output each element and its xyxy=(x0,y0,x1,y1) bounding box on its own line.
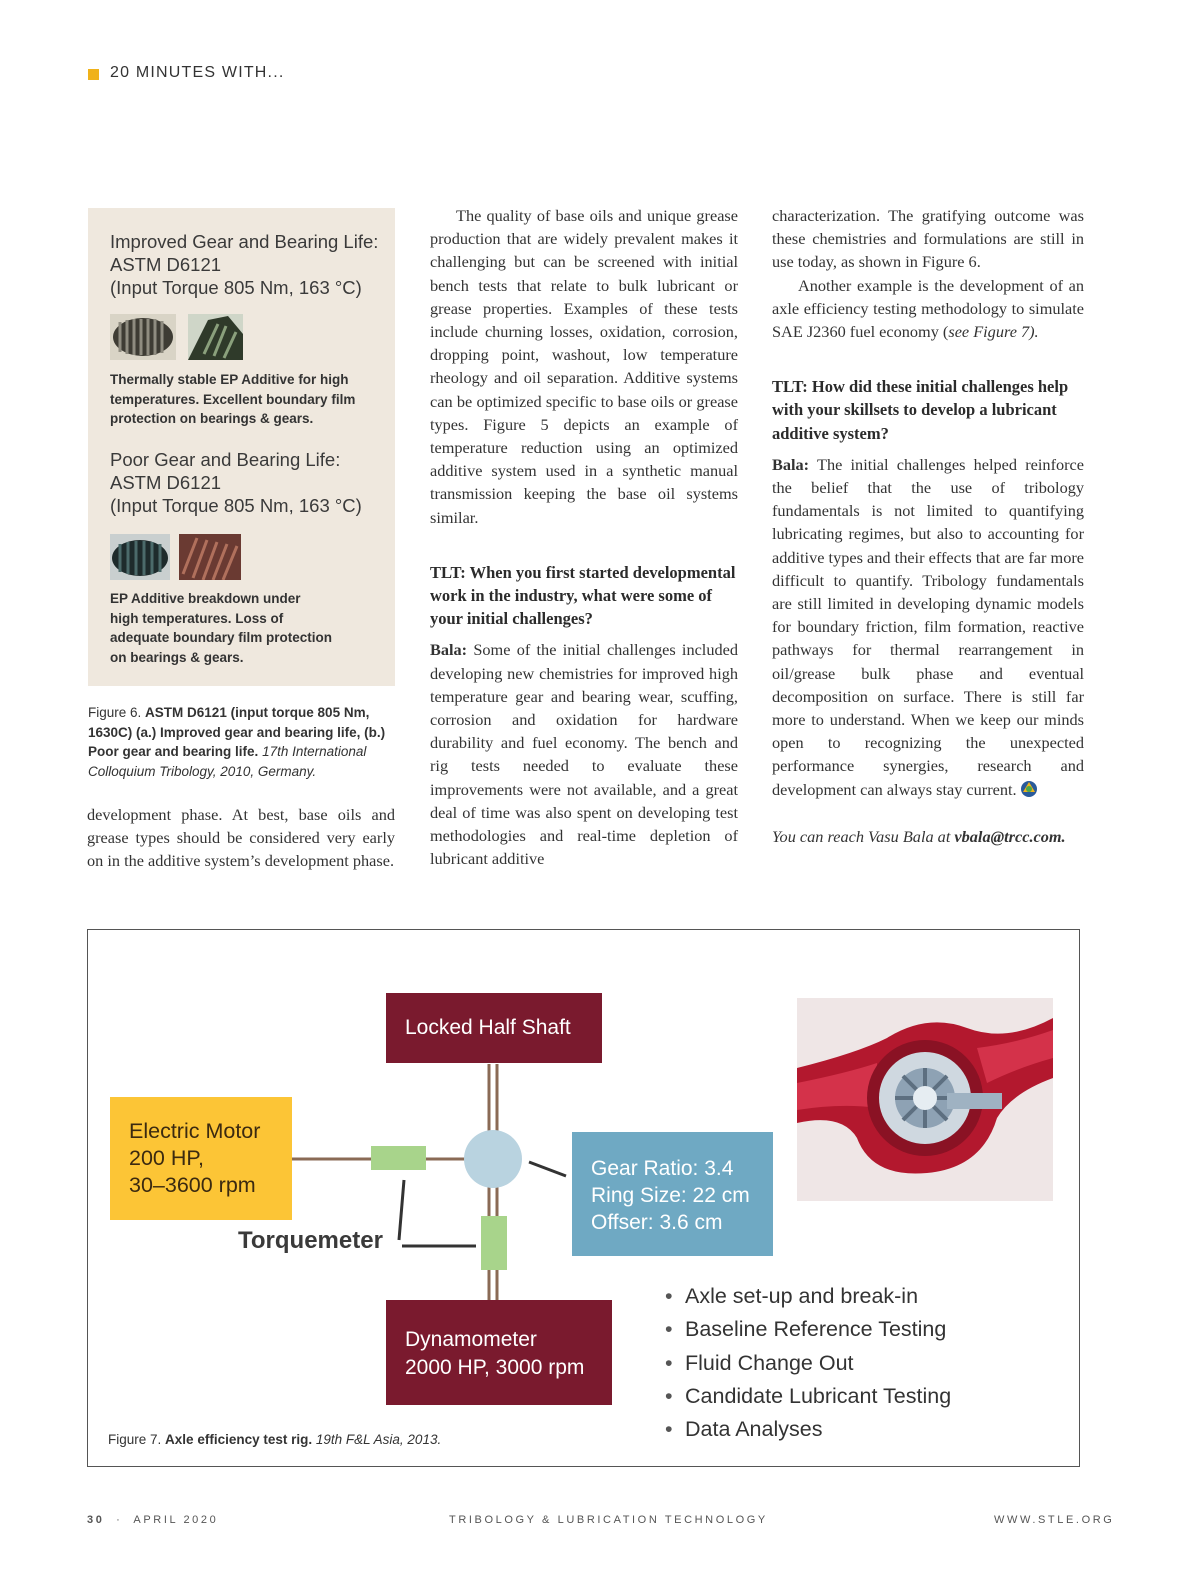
contact-line: You can reach Vasu Bala at vbala@trcc.com. xyxy=(772,826,1066,846)
list-item: • Candidate Lubricant Testing xyxy=(665,1380,951,1413)
list-item: • Data Analyses xyxy=(665,1413,951,1446)
poor-life-title: Poor Gear and Bearing Life: ASTM D6121 (Input Torque 805 Nm, 163 °C) xyxy=(110,449,362,516)
figure6-panel xyxy=(88,208,395,686)
torquemeter-label: Torquemeter xyxy=(238,1227,383,1254)
col3-paragraph-2: Another example is the development of an axle efficiency testing methodology to simulate SAE J2360 fuel economy (see Figure 7). xyxy=(772,275,1084,342)
section-header: 20 MINUTES WITH... xyxy=(110,64,285,81)
gear-good-photo xyxy=(188,314,243,360)
locked-half-shaft-box: Locked Half Shaft xyxy=(386,993,602,1063)
list-item: • Axle set-up and break-in xyxy=(665,1280,951,1313)
magazine-title: TRIBOLOGY & LUBRICATION TECHNOLOGY xyxy=(449,1514,768,1526)
axle-cutaway-photo xyxy=(797,998,1053,1201)
gear-spec-box: Gear Ratio: 3.4 Ring Size: 22 cm Offser: 3.6 cm xyxy=(572,1132,773,1256)
column-2-text xyxy=(430,204,738,870)
test-procedure-list xyxy=(665,1280,951,1446)
figure7-caption: Figure 7. Axle efficiency test rig. 19th F&L Asia, 2013. xyxy=(108,1432,442,1447)
interview-answer-1: Bala: Some of the initial challenges included developing new chemistries for improved high temperature gear and bearing wear, scuffing, corrosion and oxidation for hardware durability and fuel economy. The bench and rig tests needed to evaluate these improvements were not available, and a great deal of time was also spent on developing test methodologies and real-time depletion of lubricant additive xyxy=(430,640,738,869)
torquemeter-coupling-horizontal xyxy=(371,1146,426,1170)
issue-date: APRIL 2020 xyxy=(133,1514,219,1526)
col2-paragraph: The quality of base oils and unique grease production that are widely prevalent makes it challenging but can be screened with initial bench tests that relate to bulk lubricant or grease properties. Examples of these tests include churning losses, oxidation, corrosion, dropping point, washout, low temperature rheology and oil separation. Additive systems can be optimized specific to base oils or grease types. Figure 5 depicts an example of temperature reduction using an optimized additive system used in a synthetic manual transmission keeping the base oil systems similar. xyxy=(430,206,738,527)
differential-hub xyxy=(464,1130,522,1188)
interview-question-2: TLT: How did these initial challenges help with your skillsets to develop a lubricant additive system? xyxy=(772,377,1069,443)
column-3-text: characterization. The gratifying outcome was these chemistries and formulations are still in use today, as shown in Figure 6. Another example is the development of an axle efficiency testing methodology to simulate SAE J2360 fuel economy (see Figure 7). TLT: How did these initial challenges help with your skillsets to develop a lubricant additive system? Bala: The initial challenges helped reinforce the belief that the use of tribology fundamentals is not limited to quantifying lubricating regimes, but also to accounting for additive types and their effects that are far more difficult to quantify. Tribology fundamentals are still limited in developing dynamic models for boundary friction, film formation, reactive pathways for thermal rearrangement in oil/grease bulk phase and eventual decomposition on surface. There is still far more to understand. When we keep our minds open to recognizing the unexpected performance synergies, research and development can always stay current. You can reach Vasu Bala at vbala@trcc.com. xyxy=(772,204,1084,848)
gear-poor-photo xyxy=(179,534,241,580)
torquemeter-coupling-vertical xyxy=(481,1216,507,1270)
figure6-caption: Figure 6. ASTM D6121 (input torque 805 Nm, 1630C) (a.) Improved gear and bearing life, (b.) Poor gear and bearing life. 17th International Colloquium Tribology, 2010, Germany. xyxy=(88,705,386,779)
column-1-text: development phase. At best, base oils and grease types should be considered very early on in the additive system’s development phase. xyxy=(87,805,395,871)
good-life-title: Improved Gear and Bearing Life: ASTM D6121 (Input Torque 805 Nm, 163 °C) xyxy=(110,231,379,298)
interview-answer-2: Bala: The initial challenges helped reinforce the belief that the use of tribology fundamentals is not limited to quantifying lubricating regimes, but also to accounting for additive types and their effects that are far more difficult to quantify. Tribology fundamentals are still limited in developing dynamic models for boundary friction, film formation, reactive pathways for thermal rearrangement in oil/grease bulk phase and eventual decomposition on surface. There is still far more to understand. When we keep our minds open to recognizing the unexpected performance synergies, research and development can always stay current. xyxy=(772,454,1085,799)
website-link[interactable]: WWW.STLE.ORG xyxy=(994,1514,1115,1526)
list-item: • Baseline Reference Testing xyxy=(665,1313,951,1346)
list-item: • Fluid Change Out xyxy=(665,1347,951,1380)
dynamometer-box: Dynamometer 2000 HP, 3000 rpm xyxy=(386,1300,612,1405)
section-marker-icon xyxy=(88,69,99,80)
electric-motor-box: Electric Motor 200 HP, 30–3600 rpm xyxy=(110,1097,292,1220)
interview-question-1: TLT: When you first started developmental work in the industry, what were some of your initial challenges? xyxy=(430,562,736,629)
contact-email-link[interactable]: vbala@trcc.com. xyxy=(954,826,1066,846)
bearing-good-photo xyxy=(110,314,176,360)
page-number: 30 xyxy=(87,1514,105,1526)
stle-end-mark-icon xyxy=(1020,780,1038,798)
footer-left: 30 · APRIL 2020 xyxy=(87,1514,219,1526)
poor-life-caption: EP Additive breakdown under high temperatures. Loss of adequate boundary film protection on bearings & gears. xyxy=(110,591,333,665)
bearing-poor-photo xyxy=(110,534,170,580)
figure7-panel xyxy=(87,929,1080,1467)
good-life-caption: Thermally stable EP Additive for high temperatures. Excellent boundary film protection on bearings & gears. xyxy=(110,372,356,426)
